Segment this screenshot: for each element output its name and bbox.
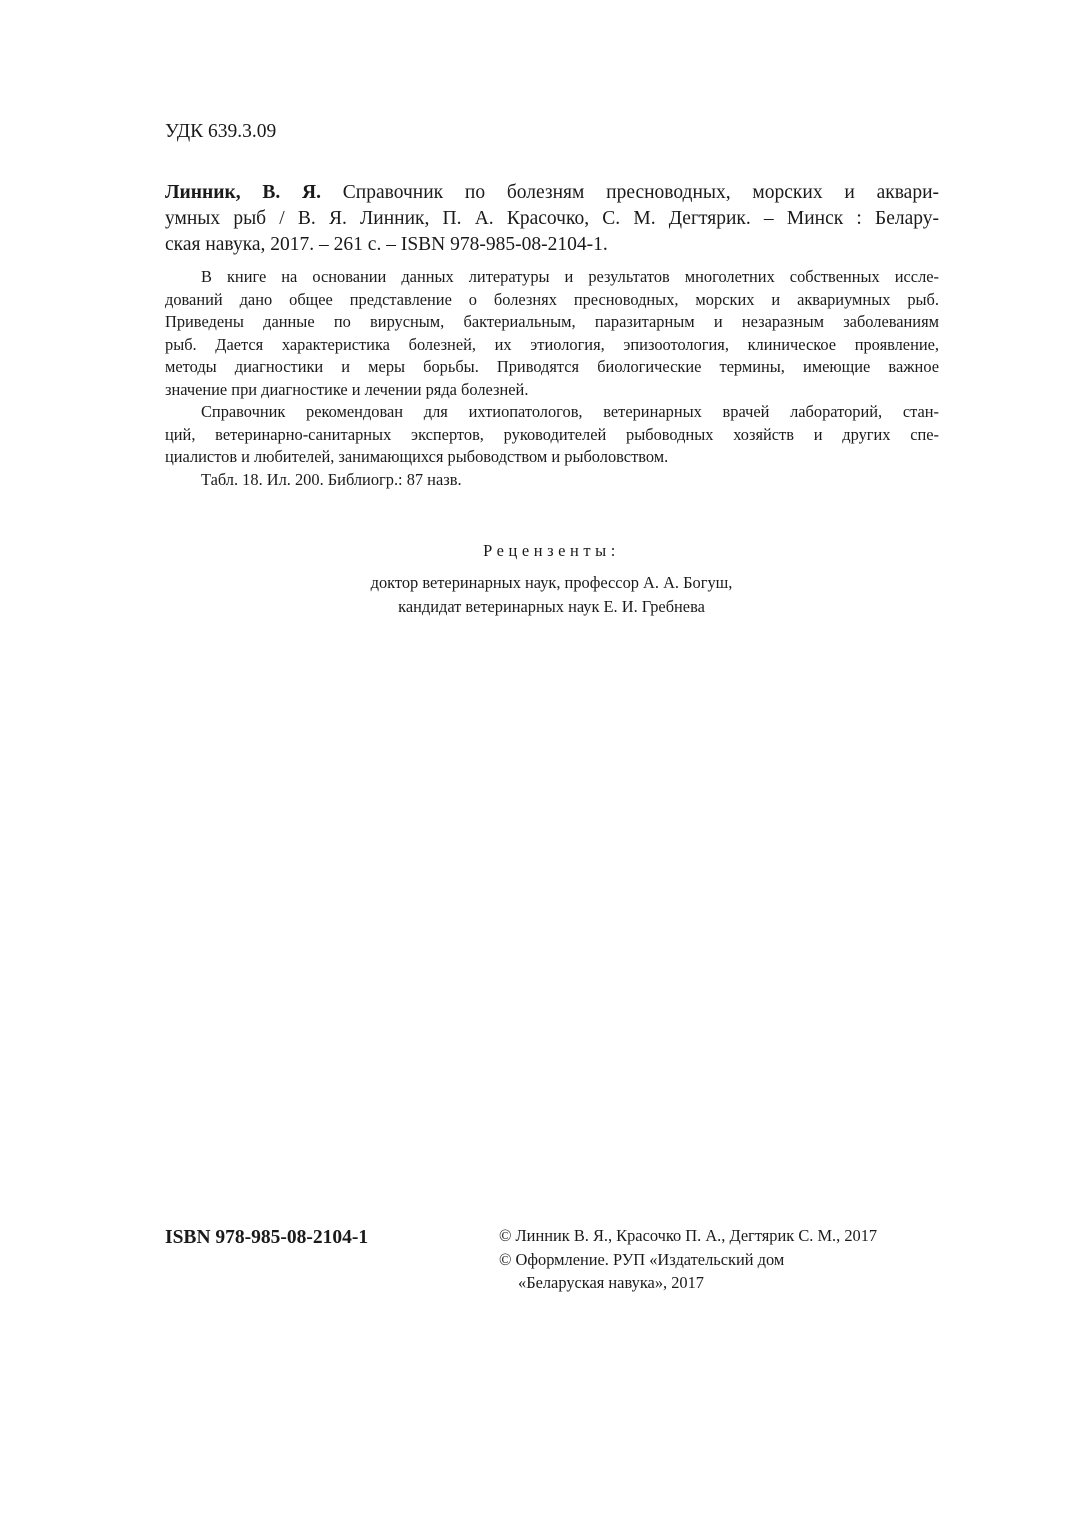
reviewers-list xyxy=(0,571,1075,618)
abstract-p1-line: рыб. Дается характеристика болезней, их этиология, эпизоотология, клиническое проявление, xyxy=(165,334,939,354)
bib-title: Справочник по болезням пресноводных, морских и аквари- xyxy=(321,182,939,203)
isbn: ISBN 978-985-08-2104-1 xyxy=(165,1227,369,1248)
reviewer-1: доктор ветеринарных наук, профессор А. А. Богуш, xyxy=(370,573,733,592)
abstract-p1-line: В книге на основании данных литературы и результатов многолетних собственных иссле- xyxy=(201,267,939,286)
copyright-authors: © Линник В. Я., Красочко П. А., Дегтярик С. М., 2017 xyxy=(499,1226,878,1245)
copyright-block xyxy=(499,1224,877,1295)
abstract-p1-line: значение при диагностике и лечении ряда болезней. xyxy=(165,379,529,399)
bibliographic-record xyxy=(165,180,939,258)
reviewer-2: кандидат ветеринарных наук Е. И. Гребнева xyxy=(398,596,705,616)
udk-code: УДК 639.3.09 xyxy=(165,121,277,142)
reviewers-heading: Рецензенты: xyxy=(483,541,620,560)
abstract-p1-line: Приведены данные по вирусным, бактериальным, паразитарным и незаразным заболеваниям xyxy=(165,312,939,331)
abstract-p2-line: ций, ветеринарно-санитарных экспертов, руководителей рыбоводных хозяйств и других спе- xyxy=(165,424,939,444)
abstract-p1-line: методы диагностики и меры борьбы. Приводятся биологические термины, имеющие важное xyxy=(165,357,939,376)
copyright-design: © Оформление. РУП «Издательский дом xyxy=(499,1249,785,1269)
abstract xyxy=(165,266,939,491)
bib-line-2: умных рыб / В. Я. Линник, П. А. Красочко, С. М. Дегтярик. – Минск : Белару- xyxy=(165,208,939,229)
abstract-p2-line: циалистов и любителей, занимающихся рыбоводством и рыболовством. xyxy=(165,447,669,466)
copyright-publisher: «Беларуская навука», 2017 xyxy=(518,1273,704,1292)
bib-line-3: ская навука, 2017. – 261 с. – ISBN 978-985-08-2104-1. xyxy=(165,234,608,255)
bib-line-1 xyxy=(165,180,939,206)
abstract-p3-line: Табл. 18. Ил. 200. Библиогр.: 87 назв. xyxy=(201,469,462,489)
bib-author: Линник, В. Я. xyxy=(165,182,321,203)
abstract-p2-line: Справочник рекомендован для ихтиопатологов, ветеринарных врачей лабораторий, стан- xyxy=(201,402,939,421)
abstract-p1-line: дований дано общее представление о болезнях пресноводных, морских и аквариумных рыб. xyxy=(165,289,939,309)
